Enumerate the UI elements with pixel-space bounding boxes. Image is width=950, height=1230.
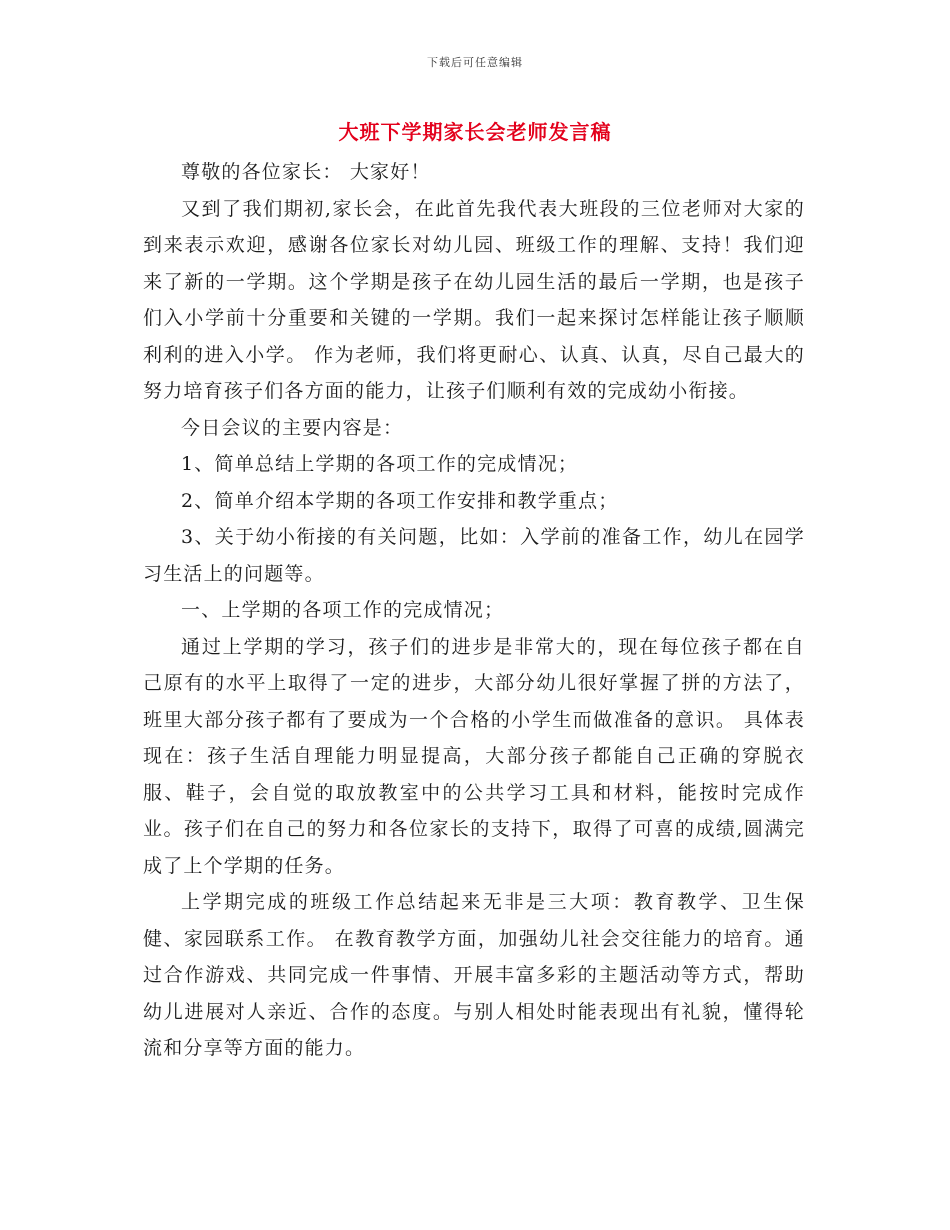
document-title: 大班下学期家长会老师发言稿	[338, 120, 612, 144]
header-note: 下载后可任意编辑	[427, 56, 523, 69]
section-heading-1: 一、上学期的各项工作的完成情况；	[181, 599, 505, 621]
intro-paragraph: 又到了我们期初,家长会，在此首先我代表大班段的三位老师对大家的到来表示欢迎，感谢各位家长对幼儿园、班级工作的理解、支持！我们迎来了新的一学期。这个学期是孩子在幼儿园生活的最后一学期，也是孩子们入小学前十分重要和关键的一学期。我们一起来探讨怎样能让孩子顺顺利利的进入小学。 作为老师，我们将更耐心、认真、认真，尽自己最大的努力培育孩子们各方面的能力，让孩子们顺利有效的完成幼小衔接。	[143, 197, 805, 402]
greeting-paragraph: 尊敬的各位家长： 大家好！	[181, 161, 431, 183]
agenda-item-3: 3、关于幼小衔接的有关问题，比如：入学前的准备工作，幼儿在园学习生活上的问题等。	[143, 526, 805, 585]
document-body	[143, 154, 805, 1067]
agenda-item-1: 1、简单总结上学期的各项工作的完成情况；	[181, 453, 579, 475]
agenda-heading: 今日会议的主要内容是：	[181, 416, 404, 439]
class-work-paragraph: 上学期完成的班级工作总结起来无非是三大项：教育教学、卫生保健、家园联系工作。 在教育教学方面，加强幼儿社会交往能力的培育。通过合作游戏、共同完成一件事情、开展丰富多彩的主题活动等方式，帮助幼儿进展对人亲近、合作的态度。与别人相处时能表现出有礼貌，懂得轮流和分享等方面的能力。	[143, 891, 805, 1059]
progress-paragraph: 通过上学期的学习，孩子们的进步是非常大的，现在每位孩子都在自己原有的水平上取得了一定的进步，大部分幼儿很好掌握了拼的方法了，班里大部分孩子都有了要成为一个合格的小学生而做准备的意识。 具体表现在：孩子生活自理能力明显提高，大部分孩子都能自己正确的穿脱衣服、鞋子，会自觉的取放教室中的公共学习工具和材料，能按时完成作业。孩子们在自己的努力和各位家长的支持下，取得了可喜的成绩,圆满完成了上个学期的任务。	[143, 635, 805, 877]
agenda-item-2: 2、简单介绍本学期的各项工作安排和教学重点；	[181, 489, 619, 512]
